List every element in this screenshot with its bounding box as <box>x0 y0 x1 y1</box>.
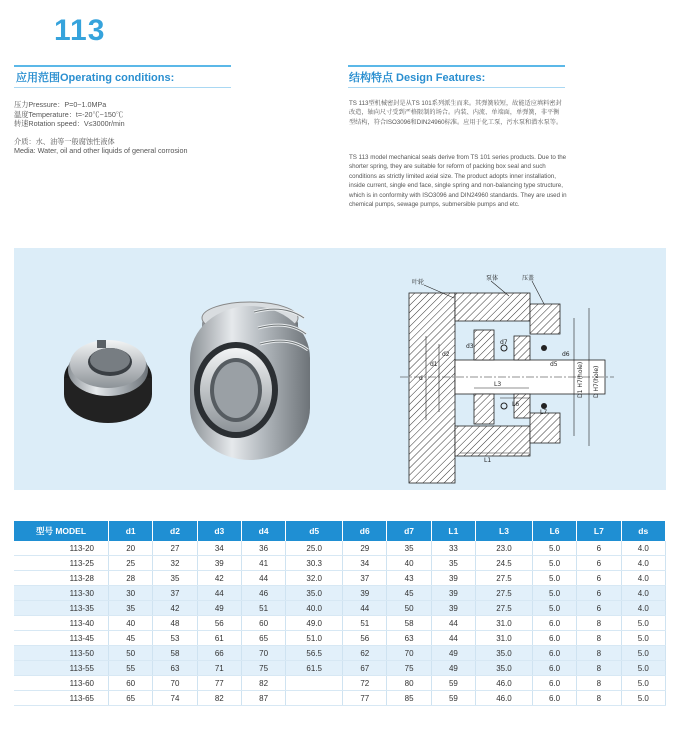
product-illustration <box>14 248 666 490</box>
value-cell: 6.0 <box>532 661 576 676</box>
value-cell: 6 <box>577 541 621 556</box>
table-row <box>14 571 666 586</box>
table-row <box>14 646 666 661</box>
value-cell: 87 <box>241 691 285 706</box>
value-cell: 43 <box>387 571 431 586</box>
value-cell: 25 <box>109 556 153 571</box>
operating-lines <box>14 100 254 156</box>
features-cn-line: TS 113型机械密封是从TS 101系列派生而来。其弹簧较短，故能适应填料密封 <box>349 100 562 107</box>
value-cell: 5.0 <box>621 631 665 646</box>
value-cell: 8 <box>577 616 621 631</box>
illustration-band <box>14 248 666 490</box>
value-cell: 63 <box>387 631 431 646</box>
label-d3: d3 <box>466 343 474 350</box>
value-cell: 46 <box>241 586 285 601</box>
value-cell: 66 <box>197 646 241 661</box>
value-cell: 33 <box>431 541 475 556</box>
value-cell: 39 <box>431 601 475 616</box>
value-cell: 6.0 <box>532 691 576 706</box>
value-cell: 59 <box>431 676 475 691</box>
value-cell: 35 <box>109 601 153 616</box>
value-cell: 34 <box>197 541 241 556</box>
spec-table-body <box>14 541 666 706</box>
value-cell <box>286 691 343 706</box>
table-row <box>14 601 666 616</box>
value-cell: 6 <box>577 556 621 571</box>
value-cell: 32.0 <box>286 571 343 586</box>
value-cell: 39 <box>431 571 475 586</box>
value-cell: 44 <box>431 616 475 631</box>
table-row <box>14 661 666 676</box>
header-d6: d6 <box>343 521 387 541</box>
label-d: d <box>419 375 423 382</box>
value-cell: 35.0 <box>476 661 533 676</box>
value-cell: 53 <box>153 631 197 646</box>
spec-table <box>14 521 666 706</box>
features-divider <box>348 65 565 67</box>
value-cell: 5.0 <box>621 646 665 661</box>
label-d2: d2 <box>442 351 450 358</box>
value-cell: 8 <box>577 676 621 691</box>
table-header-row <box>14 521 666 541</box>
label-d5: d5 <box>550 361 558 368</box>
value-cell: 42 <box>153 601 197 616</box>
value-cell: 32 <box>153 556 197 571</box>
model-cell: 113-28 <box>14 571 109 586</box>
value-cell: 5.0 <box>532 556 576 571</box>
features-title: 结构特点 Design Features: <box>349 72 486 84</box>
value-cell: 46.0 <box>476 676 533 691</box>
value-cell: 44 <box>241 571 285 586</box>
operating-title: 应用范围Operating conditions: <box>16 72 175 84</box>
value-cell: 51 <box>241 601 285 616</box>
label-L3: L3 <box>494 381 502 388</box>
value-cell: 49 <box>431 661 475 676</box>
value-cell: 62 <box>343 646 387 661</box>
cross-section-drawing <box>400 274 614 483</box>
value-cell: 51.0 <box>286 631 343 646</box>
value-cell: 41 <box>241 556 285 571</box>
value-cell: 4.0 <box>621 571 665 586</box>
features-cn-line: 改造，轴向尺寸受到严格限制的场合。内装、内流、单端面，单弹簧，非平衡 <box>349 109 560 117</box>
value-cell: 5.0 <box>621 661 665 676</box>
value-cell: 67 <box>343 661 387 676</box>
model-cell: 113-40 <box>14 616 109 631</box>
value-cell: 35 <box>431 556 475 571</box>
value-cell: 82 <box>241 676 285 691</box>
value-cell: 39 <box>343 586 387 601</box>
value-cell: 35 <box>387 541 431 556</box>
value-cell: 23.0 <box>476 541 533 556</box>
model-number: 113 <box>54 14 106 47</box>
model-cell: 113-55 <box>14 661 109 676</box>
value-cell: 44 <box>197 586 241 601</box>
value-cell: 4.0 <box>621 541 665 556</box>
value-cell: 59 <box>431 691 475 706</box>
value-cell: 5.0 <box>532 541 576 556</box>
value-cell: 77 <box>197 676 241 691</box>
value-cell: 37 <box>343 571 387 586</box>
model-cell: 113-45 <box>14 631 109 646</box>
stationary-seat-image <box>64 340 152 423</box>
label-gland: 压盖 <box>522 275 535 282</box>
value-cell: 60 <box>109 676 153 691</box>
value-cell: 6.0 <box>532 676 576 691</box>
table-row <box>14 676 666 691</box>
features-en-line: TS 113 model mechanical seals derive from TS 101 series products. Due to the <box>349 154 567 161</box>
header-d3: d3 <box>197 521 241 541</box>
value-cell: 60 <box>241 616 285 631</box>
pressure-line: 压力Pressure：P=0~1.0MPa <box>14 100 107 109</box>
value-cell: 74 <box>153 691 197 706</box>
value-cell: 45 <box>109 631 153 646</box>
value-cell: 72 <box>343 676 387 691</box>
table-row <box>14 631 666 646</box>
label-pump-body: 泵体 <box>486 275 499 282</box>
value-cell: 71 <box>197 661 241 676</box>
model-cell: 113-35 <box>14 601 109 616</box>
model-cell: 113-25 <box>14 556 109 571</box>
value-cell: 70 <box>153 676 197 691</box>
features-cn-line: 型结构，符合ISO3096和DIN24960标准。应用于化工泵，污水泵和潜水泵等。 <box>349 118 563 126</box>
value-cell: 8 <box>577 631 621 646</box>
temperature-line: 温度Temperature：t=-20℃~150℃ <box>14 109 124 119</box>
table-row <box>14 691 666 706</box>
value-cell: 6.0 <box>532 616 576 631</box>
features-en-line: which is in conformity with ISO3096 and DIN24960 standards. They are used in <box>349 191 567 199</box>
value-cell: 75 <box>241 661 285 676</box>
features-en-line: inside current, single end face, single spring and non-balancing type structure, <box>349 182 563 190</box>
value-cell: 8 <box>577 661 621 676</box>
value-cell: 44 <box>343 601 387 616</box>
value-cell: 65 <box>109 691 153 706</box>
value-cell: 55 <box>109 661 153 676</box>
header-d2: d2 <box>153 521 197 541</box>
value-cell: 30.3 <box>286 556 343 571</box>
value-cell: 24.5 <box>476 556 533 571</box>
rotating-seal-image <box>190 302 310 460</box>
header-L6: L6 <box>532 521 576 541</box>
value-cell: 39 <box>431 586 475 601</box>
value-cell: 5.0 <box>621 676 665 691</box>
table-row <box>14 556 666 571</box>
value-cell: 58 <box>387 616 431 631</box>
label-L1: L1 <box>484 457 492 464</box>
value-cell: 63 <box>153 661 197 676</box>
value-cell: 28 <box>109 571 153 586</box>
value-cell: 5.0 <box>621 616 665 631</box>
value-cell: 49.0 <box>286 616 343 631</box>
value-cell: 37 <box>153 586 197 601</box>
value-cell: 6 <box>577 601 621 616</box>
value-cell: 39 <box>197 556 241 571</box>
header-model: 型号 MODEL <box>14 521 109 541</box>
header-d5: d5 <box>286 521 343 541</box>
value-cell: 58 <box>153 646 197 661</box>
model-cell: 113-30 <box>14 586 109 601</box>
value-cell: 51 <box>343 616 387 631</box>
value-cell: 56.5 <box>286 646 343 661</box>
value-cell: 6 <box>577 586 621 601</box>
value-cell: 40.0 <box>286 601 343 616</box>
speed-line: 转速Rotation speed：V≤3000r/min <box>14 119 125 129</box>
value-cell: 8 <box>577 646 621 661</box>
value-cell: 34 <box>343 556 387 571</box>
label-L6: L6 <box>512 401 520 408</box>
label-d7: d7 <box>500 339 508 346</box>
value-cell: 4.0 <box>621 586 665 601</box>
value-cell: 61.5 <box>286 661 343 676</box>
value-cell: 4.0 <box>621 556 665 571</box>
features-en-line: conditions as strictly limited axial size. The product adopts inner installation, <box>349 172 556 180</box>
value-cell: 44 <box>431 631 475 646</box>
header-L3: L3 <box>476 521 533 541</box>
value-cell: 50 <box>109 646 153 661</box>
value-cell: 27.5 <box>476 571 533 586</box>
value-cell: 27 <box>153 541 197 556</box>
label-housing-d: D H7(hole) <box>593 365 600 398</box>
value-cell: 75 <box>387 661 431 676</box>
label-housing-d1: D1 H7(hole) <box>577 361 584 398</box>
table-row <box>14 541 666 556</box>
value-cell: 82 <box>197 691 241 706</box>
value-cell: 35 <box>153 571 197 586</box>
operating-underline <box>14 87 231 88</box>
media-en-line: Media: Water, oil and other liquids of general corrosion <box>14 146 188 156</box>
value-cell: 50 <box>387 601 431 616</box>
value-cell: 25.0 <box>286 541 343 556</box>
value-cell: 20 <box>109 541 153 556</box>
features-cn <box>349 99 649 127</box>
value-cell: 48 <box>153 616 197 631</box>
label-L7: L7 <box>540 409 548 416</box>
value-cell: 46.0 <box>476 691 533 706</box>
header-L1: L1 <box>431 521 475 541</box>
value-cell: 5.0 <box>532 601 576 616</box>
value-cell: 5.0 <box>532 586 576 601</box>
value-cell: 77 <box>343 691 387 706</box>
value-cell: 27.5 <box>476 601 533 616</box>
value-cell: 45 <box>387 586 431 601</box>
label-d6: d6 <box>562 351 570 358</box>
value-cell: 35.0 <box>286 586 343 601</box>
value-cell: 85 <box>387 691 431 706</box>
header-ds: ds <box>621 521 665 541</box>
value-cell: 4.0 <box>621 601 665 616</box>
features-underline <box>348 87 565 88</box>
features-en-line: chemical pumps, sewage pumps, submersible pumps and etc. <box>349 201 520 209</box>
value-cell: 5.0 <box>532 571 576 586</box>
value-cell: 6.0 <box>532 646 576 661</box>
value-cell: 5.0 <box>621 691 665 706</box>
value-cell: 31.0 <box>476 631 533 646</box>
value-cell: 70 <box>241 646 285 661</box>
value-cell: 35.0 <box>476 646 533 661</box>
value-cell: 80 <box>387 676 431 691</box>
features-en-line: shorter spring, they are suitable for reform of packing box seal and such <box>349 163 546 171</box>
value-cell: 70 <box>387 646 431 661</box>
value-cell: 49 <box>431 646 475 661</box>
value-cell: 6.0 <box>532 631 576 646</box>
header-d4: d4 <box>241 521 285 541</box>
header-L7: L7 <box>577 521 621 541</box>
value-cell: 8 <box>577 691 621 706</box>
value-cell: 36 <box>241 541 285 556</box>
model-cell: 113-50 <box>14 646 109 661</box>
value-cell: 40 <box>109 616 153 631</box>
features-en <box>349 153 649 209</box>
value-cell: 27.5 <box>476 586 533 601</box>
value-cell: 29 <box>343 541 387 556</box>
header-d1: d1 <box>109 521 153 541</box>
model-cell: 113-20 <box>14 541 109 556</box>
value-cell: 40 <box>387 556 431 571</box>
value-cell: 61 <box>197 631 241 646</box>
model-cell: 113-65 <box>14 691 109 706</box>
value-cell: 56 <box>343 631 387 646</box>
model-cell: 113-60 <box>14 676 109 691</box>
value-cell: 49 <box>197 601 241 616</box>
table-row <box>14 616 666 631</box>
media-cn-line: 介质：水、油等一般腐蚀性液体 <box>14 136 115 146</box>
operating-divider <box>14 65 231 67</box>
table-row <box>14 586 666 601</box>
value-cell: 31.0 <box>476 616 533 631</box>
value-cell: 30 <box>109 586 153 601</box>
label-impeller: 叶轮 <box>412 279 425 286</box>
label-d1: d1 <box>430 361 438 368</box>
header-d7: d7 <box>387 521 431 541</box>
value-cell: 56 <box>197 616 241 631</box>
value-cell: 42 <box>197 571 241 586</box>
value-cell: 65 <box>241 631 285 646</box>
value-cell: 6 <box>577 571 621 586</box>
value-cell <box>286 676 343 691</box>
